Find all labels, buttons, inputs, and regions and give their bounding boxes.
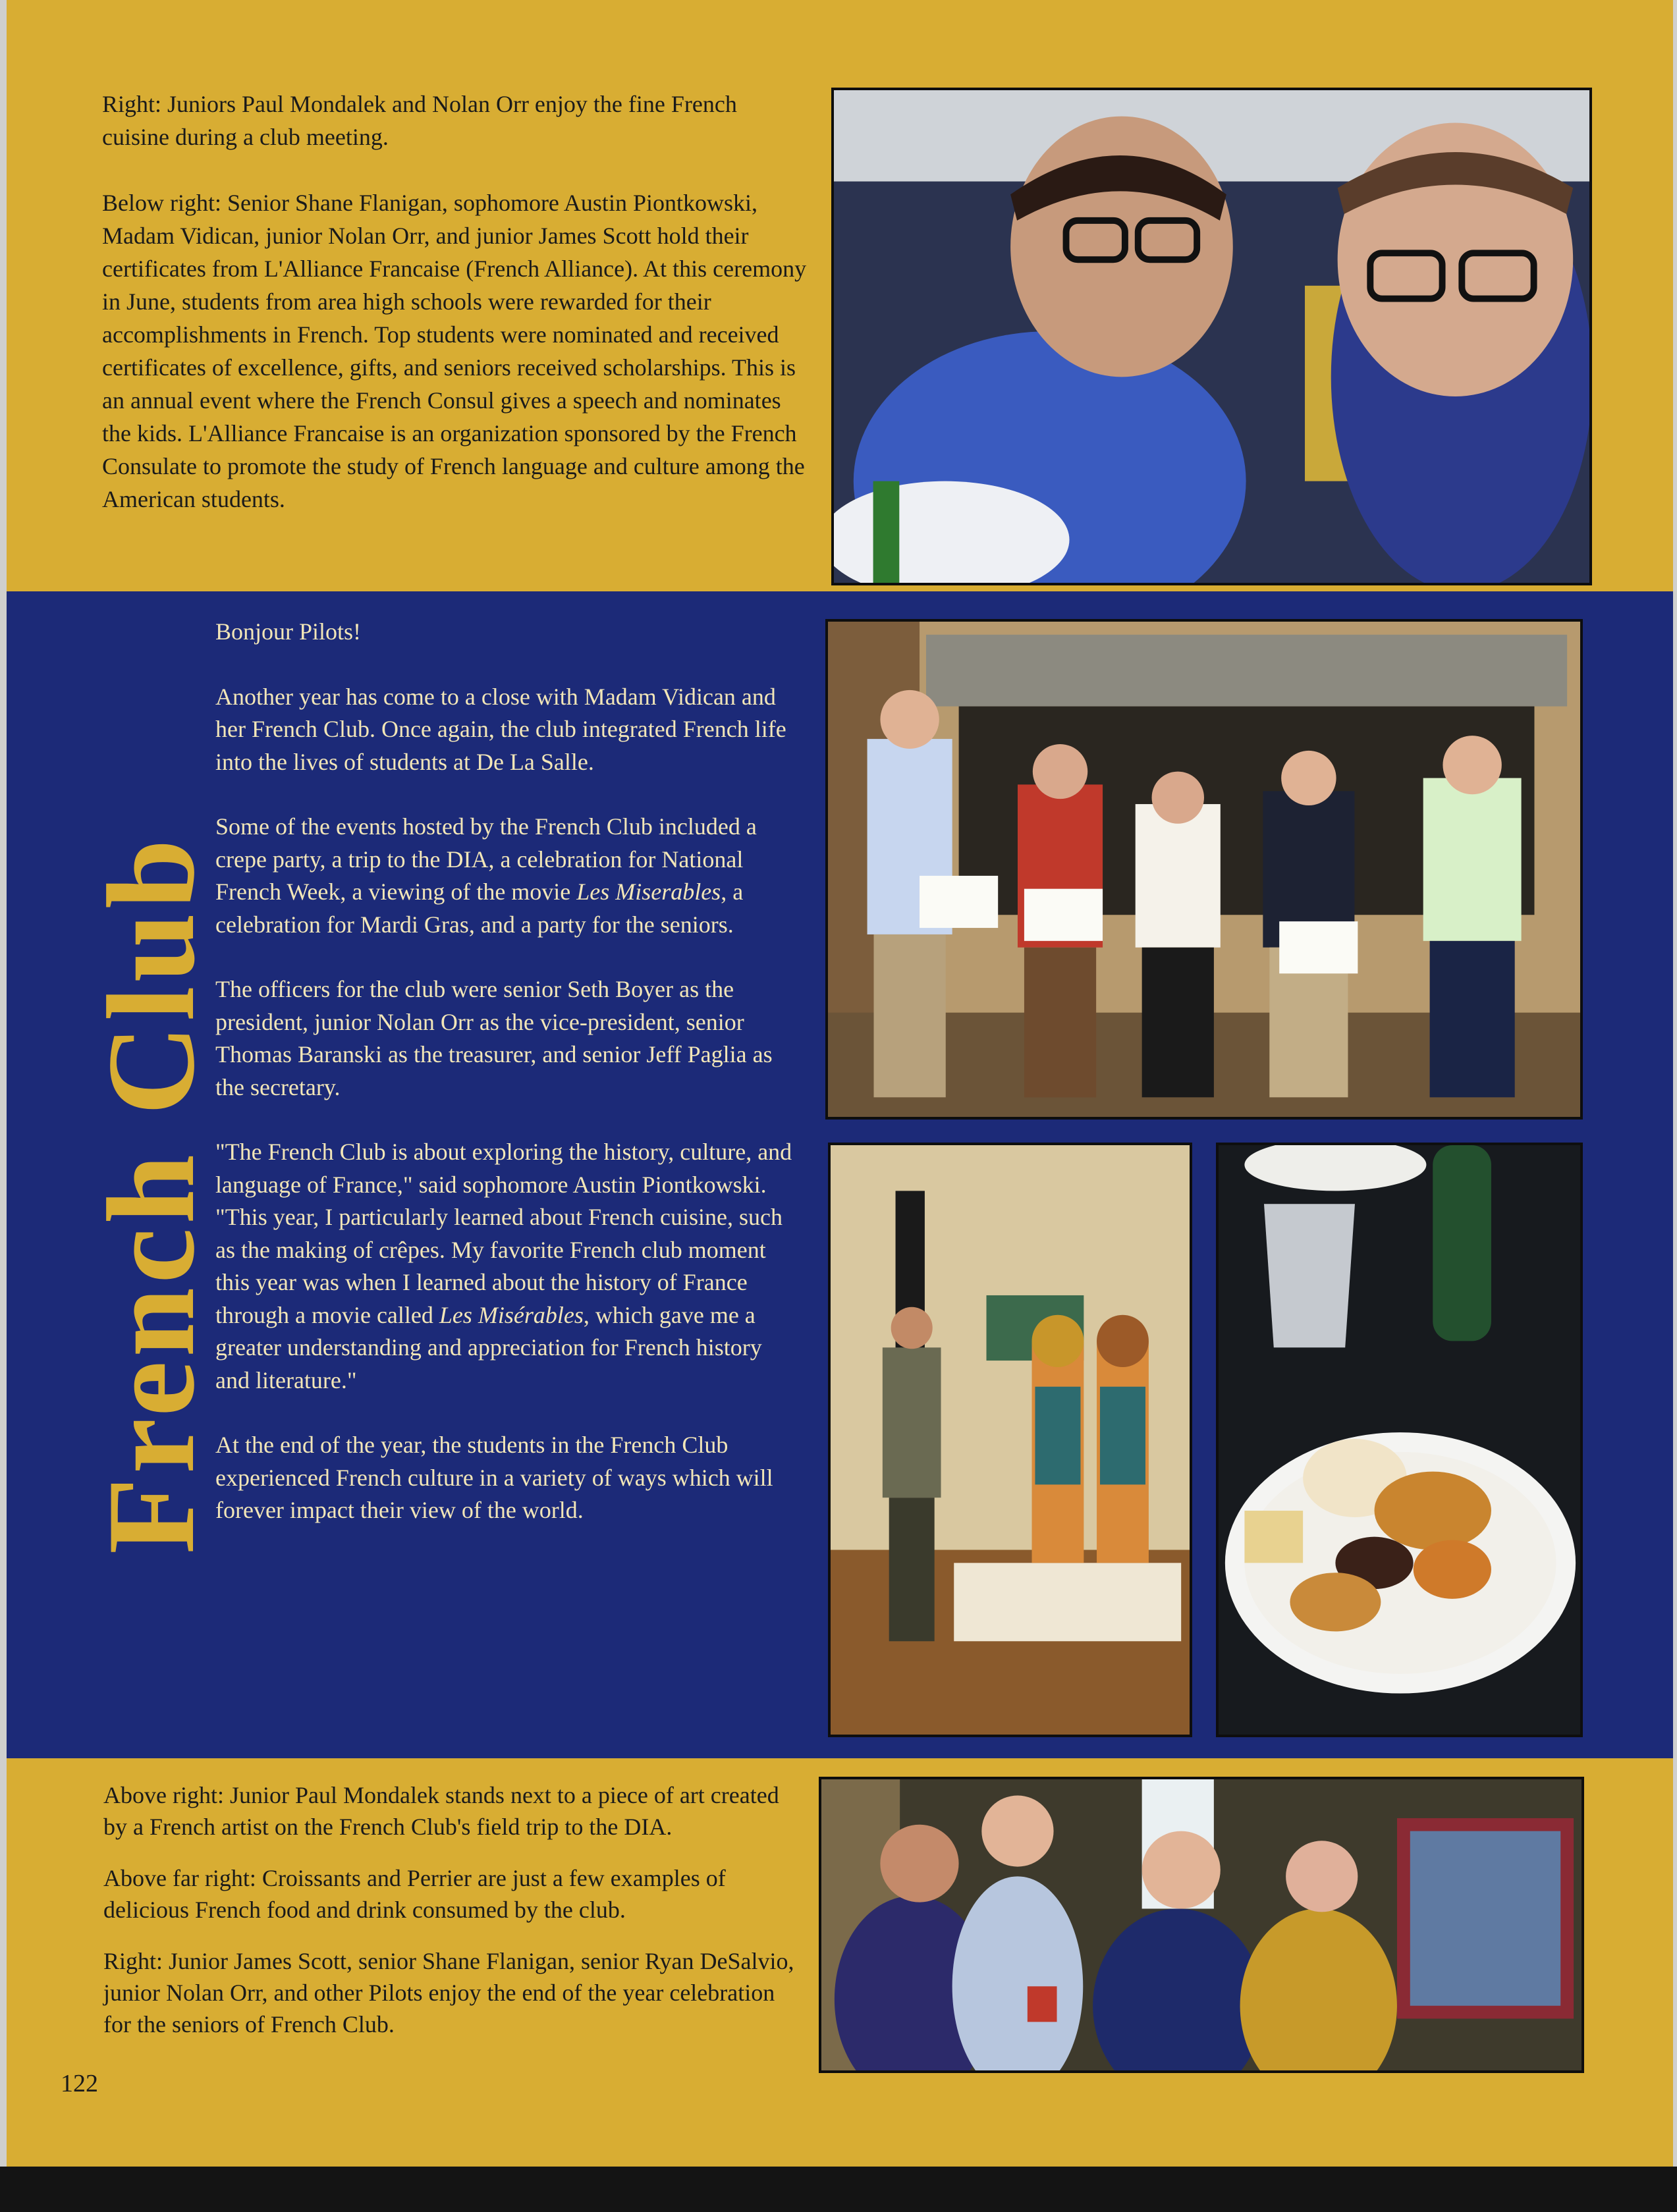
caption-below-right: Below right: Senior Shane Flanigan, sophomore Austin Piontkowski, Madam Vidican, junior Nolan Orr, and junior James Scott hold their certificates from L'Alliance Francaise (French Alliance). At this ceremony in June, students from area high schools were rewarded for their accomplishments in French. Top students were nominated and received certificates of excellence, gifts, and seniors received scholarships. This is an annual event where the French Consul gives a speech and nominates the kids. L'Alliance Francaise is an organization sponsored by the French Consulate to promote the study of French language and culture among the American students. xyxy=(102,190,807,512)
caption-right-group: Right: Junior James Scott, senior Shane Flanigan, senior Ryan DeSalvio, junior Nolan Orr, and other Pilots enjoy the end of the year celebration for the seniors of French Club. xyxy=(103,1948,794,2037)
article-paragraph-3: The officers for the club were senior Seth Boyer as the president, junior Nolan Orr as the vice-president, senior Thomas Baranski as the treasurer, and senior Jeff Paglia as the secretary. xyxy=(215,976,773,1100)
photo-dia-art xyxy=(828,1143,1192,1737)
caption-above-right: Above right: Junior Paul Mondalek stands next to a piece of art created by a French artist on the French Club's field trip to the DIA. xyxy=(103,1782,779,1840)
photo-senior-celebration xyxy=(819,1777,1584,2073)
article-body xyxy=(215,616,795,1559)
page-bottom-edge xyxy=(0,2167,1677,2212)
photo-selfie-paul-nolan xyxy=(831,88,1592,585)
article-paragraph-5: At the end of the year, the students in the French Club experienced French culture in a variety of ways which will forever impact their view of the world. xyxy=(215,1432,773,1523)
caption-right: Right: Juniors Paul Mondalek and Nolan Orr enjoy the fine French cuisine during a club meeting. xyxy=(102,91,737,150)
article-paragraph-1: Another year has come to a close with Madam Vidican and her French Club. Once again, the club integrated French life into the lives of students at De La Salle. xyxy=(215,683,786,775)
section-title: French Club xyxy=(82,835,221,1554)
photo-croissants-perrier xyxy=(1216,1143,1583,1737)
page-number: 122 xyxy=(61,2070,98,2097)
movie-title-accented: Les Misérables xyxy=(439,1301,584,1328)
top-captions xyxy=(102,88,807,549)
photo-certificate-ceremony xyxy=(825,619,1583,1119)
article-paragraph-2: Some of the events hosted by the French Club included a crepe party, a trip to the DIA, a celebration for National French Week, a viewing of the movie Les Miserables, a celebration for Mardi Gras, and a party for the seniors. xyxy=(215,813,757,938)
caption-above-far-right: Above far right: Croissants and Perrier are just a few examples of delicious French food and drink consumed by the club. xyxy=(103,1865,726,1923)
article-quote: "The French Club is about exploring the history, culture, and language of France," said sophomore Austin Piontkowski. "This year, I particularly learned about French cuisine, such as the making of crêpes. My favorite French club moment this year was when I learned about the history of France through a movie called Les Misérables, which gave me a greater understanding and appreciation for French history and literature." xyxy=(215,1139,792,1393)
bottom-captions xyxy=(103,1779,802,2073)
movie-title: Les Miserables xyxy=(576,878,721,905)
article-greeting: Bonjour Pilots! xyxy=(215,618,362,645)
